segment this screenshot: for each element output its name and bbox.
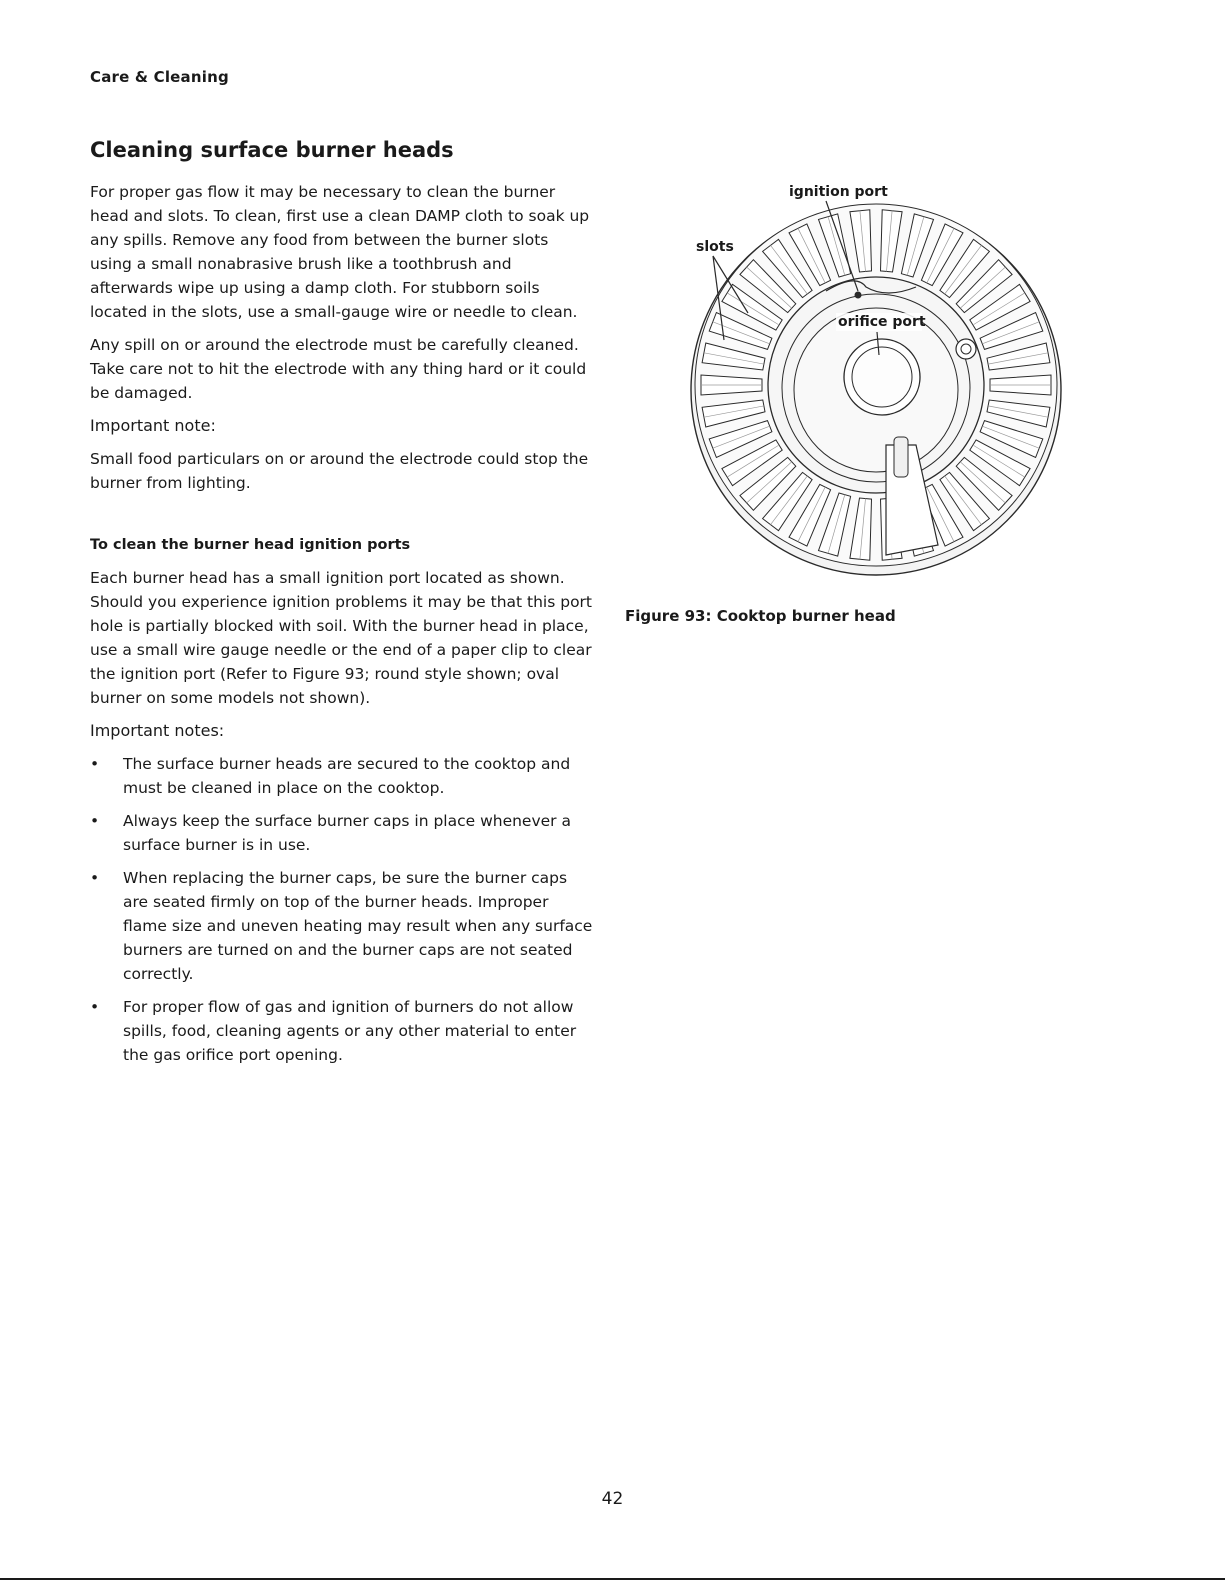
important-notes-list <box>90 752 595 1067</box>
bullet-icon: • <box>90 998 100 1016</box>
list-item <box>90 995 595 1067</box>
orifice-opening-inner <box>852 347 912 407</box>
burner-head-figure <box>686 175 1071 600</box>
bullet-icon: • <box>90 812 100 830</box>
intro-paragraph-1: For proper gas flow it may be necessary to clean the burner head and slots. To clean, first use a clean DAMP cloth to soak up any spills. Remove any food from between the burner slots using a small nonabrasive brush like a toothbrush and afterwards wipe up using a damp cloth. For stubborn soils located in the slots, use a small-gauge wire or needle to clean. <box>90 183 590 321</box>
slots-label: slots <box>696 239 734 255</box>
page-title: Cleaning surface burner heads <box>90 138 454 162</box>
electrode-hole-inner <box>961 344 971 354</box>
ignition-port-dot <box>855 292 862 299</box>
list-item-text: When replacing the burner caps, be sure the burner caps are seated firmly on top of the burner heads. Improper flame size and uneven heating may result when any surface burners are turned on and the burner caps are not seated correctly. <box>123 869 593 983</box>
ignition-ports-heading: To clean the burner head ignition ports <box>90 537 411 553</box>
list-item <box>90 752 595 800</box>
list-item <box>90 866 595 986</box>
figure-caption: Figure 93: Cooktop burner head <box>625 607 896 625</box>
list-item <box>90 809 595 857</box>
burner-head-drawing <box>691 201 1061 575</box>
ignition-ports-paragraph: Each burner head has a small ignition port located as shown. Should you experience ignition problems it may be that this port hole is partially blocked with soil. With the burner head in place, use a small wire gauge needle or the end of a paper clip to clear the ignition port (Refer to Figure 93; round style shown; oval burner on some models not shown). <box>90 569 593 707</box>
bottom-rule <box>0 1578 1225 1580</box>
list-item-text: The surface burner heads are secured to the cooktop and must be cleaned in place on the cooktop. <box>123 755 571 797</box>
ignition-port-label: ignition port <box>789 184 888 200</box>
list-item-text: Always keep the surface burner caps in place whenever a surface burner is in use. <box>123 812 571 854</box>
orifice-port-label: orifice port <box>838 314 926 330</box>
important-note-text: Small food particulars on or around the electrode could stop the burner from lighting. <box>90 450 589 492</box>
page-number: 42 <box>601 1489 624 1509</box>
section-header: Care & Cleaning <box>90 68 229 86</box>
list-item-text: For proper flow of gas and ignition of burners do not allow spills, food, cleaning agents or any other material to enter the gas orifice port opening. <box>123 998 577 1064</box>
intro-paragraph-2: Any spill on or around the electrode must be carefully cleaned. Take care not to hit the electrode with any thing hard or it could be damaged. <box>90 336 587 402</box>
important-note-heading: Important note: <box>90 416 216 435</box>
bullet-icon: • <box>90 755 100 773</box>
burner-head-illustration <box>686 175 1071 600</box>
main-text-column <box>90 180 595 1076</box>
important-notes-heading: Important notes: <box>90 721 225 740</box>
electrode <box>894 437 908 477</box>
bullet-icon: • <box>90 869 100 887</box>
